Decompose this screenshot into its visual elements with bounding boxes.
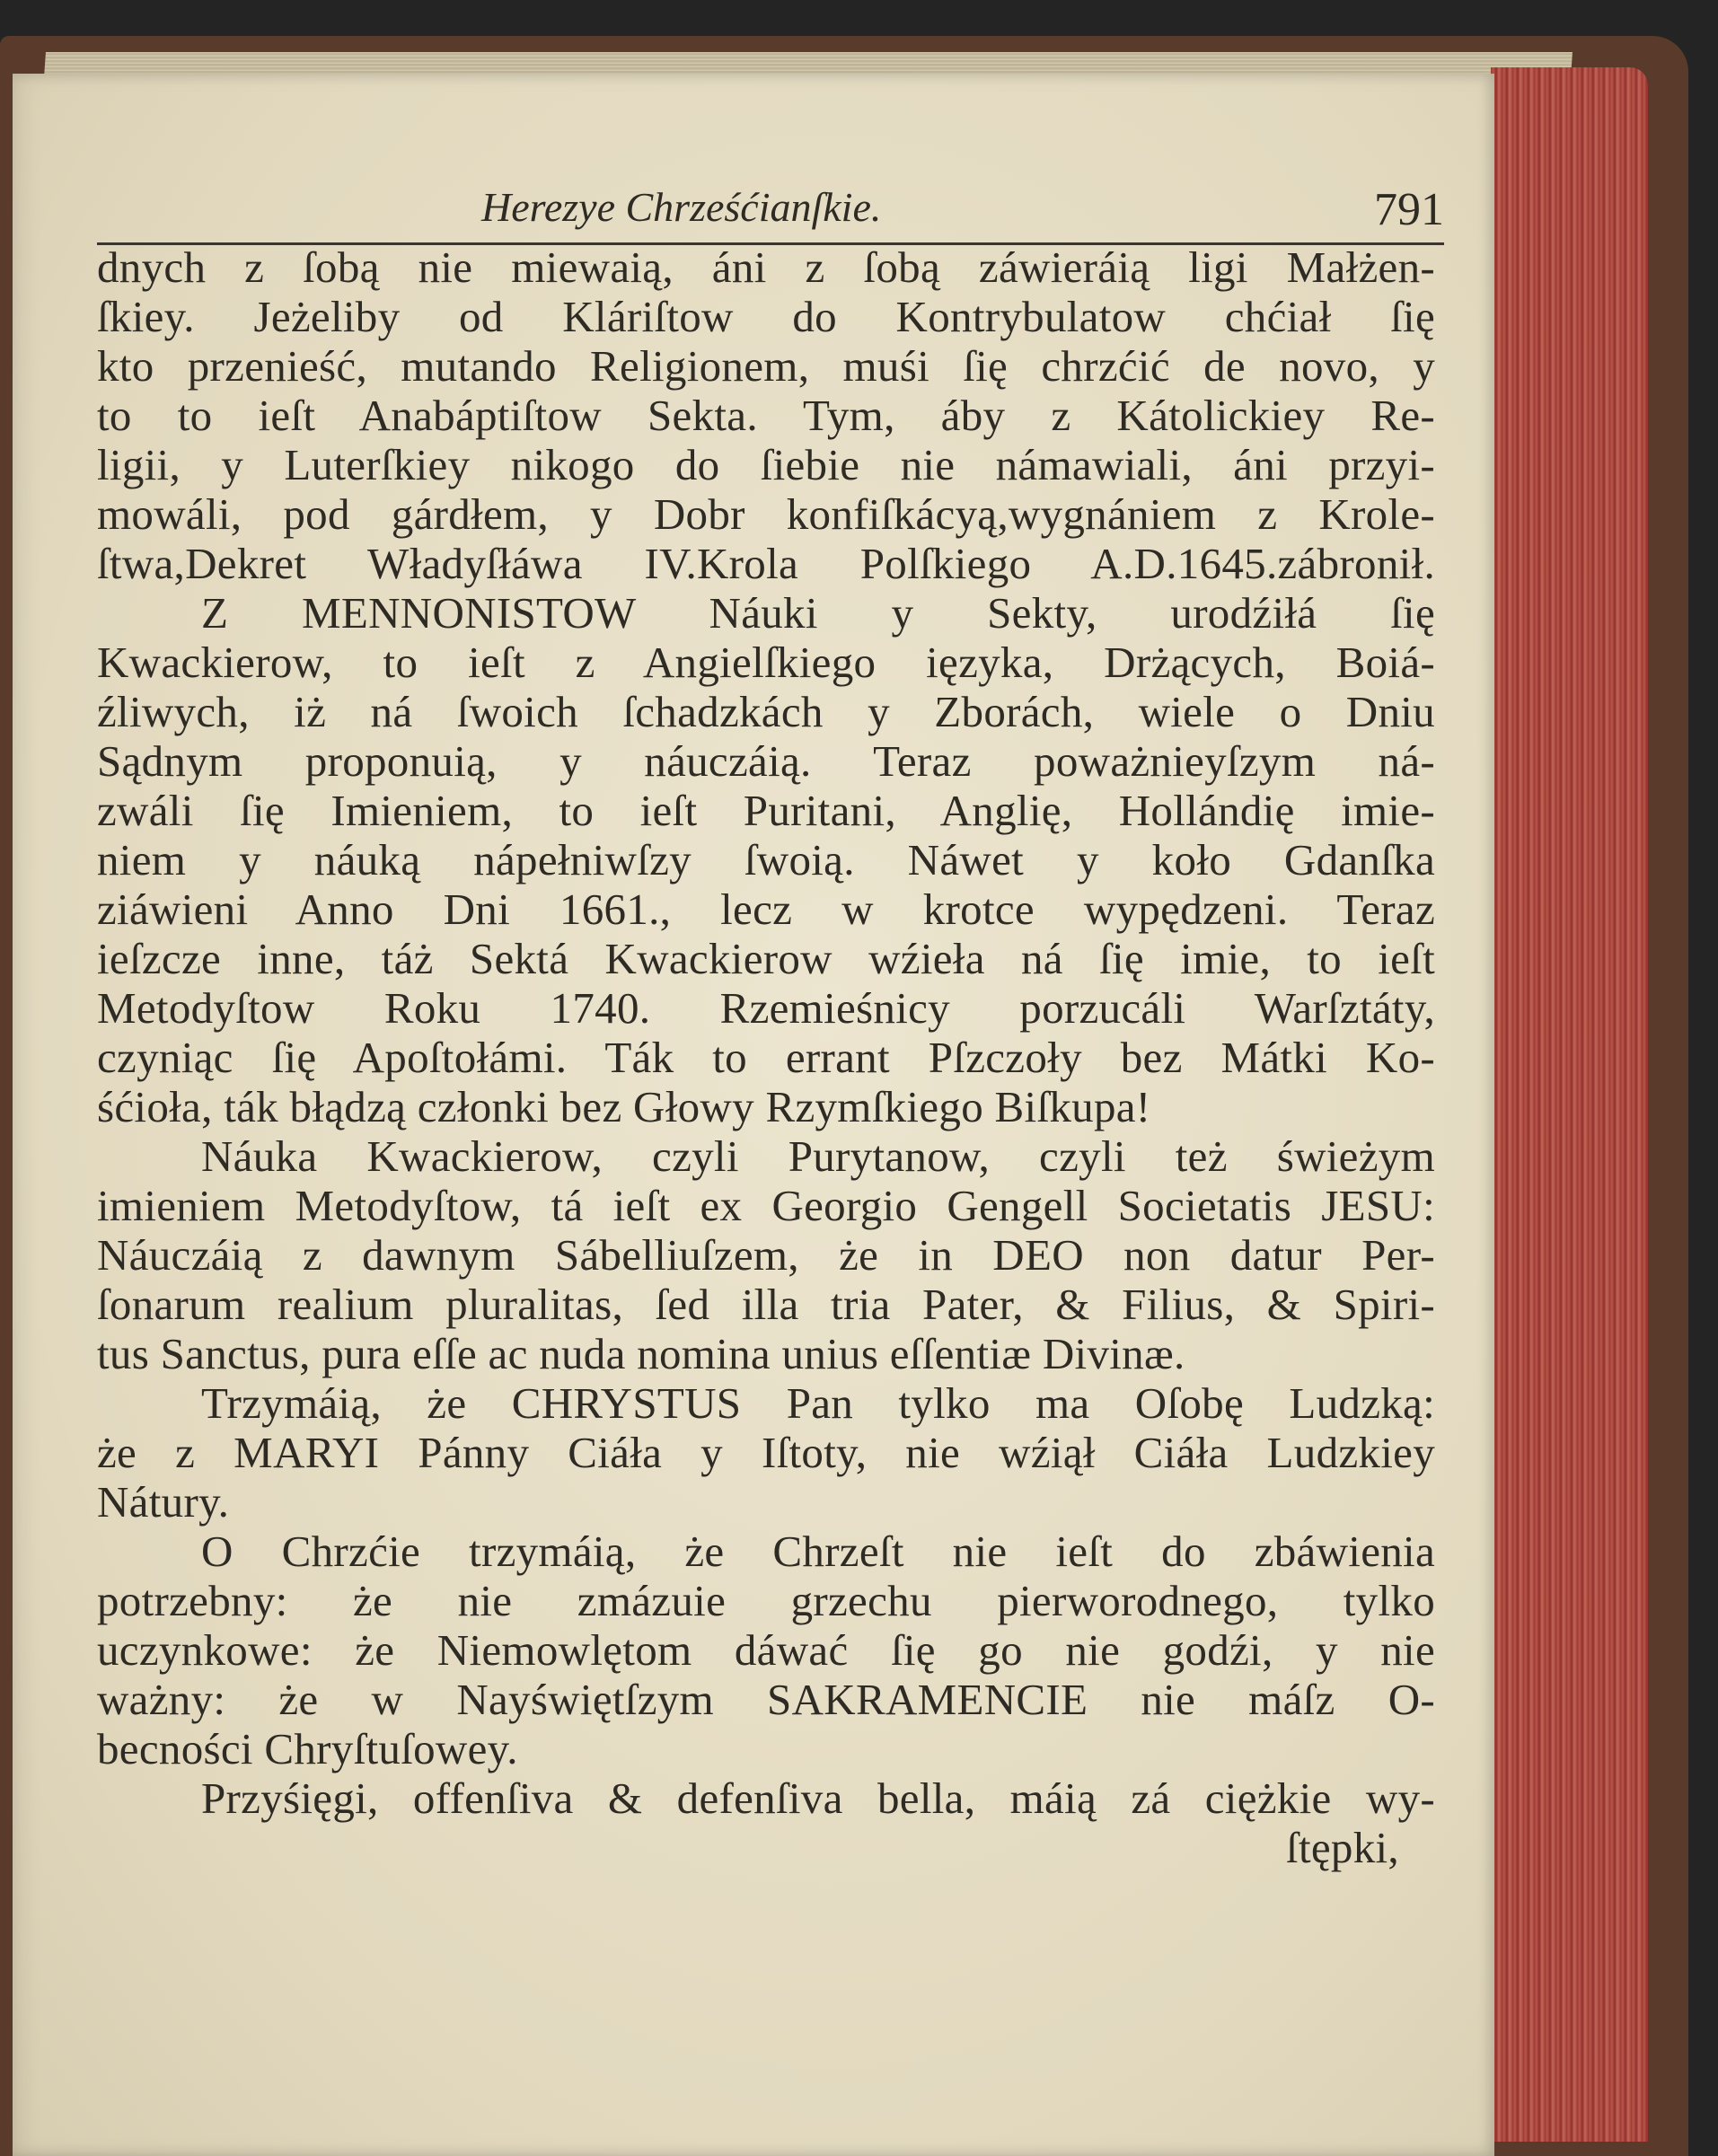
text-line: niem y náuką nápełniwſzy ſwoią. Náwet y koło Gdanſka (97, 835, 1435, 884)
text-line: uczynkowe: że Niemowlętom dáwać ſię go nie godźi, y nie (97, 1625, 1435, 1675)
text-line: tus Sanctus, pura eſſe ac nuda nomina unius eſſentiæ Divinæ. (97, 1329, 1185, 1378)
text-line: Z MENNONISTOW Náuki y Sekty, urodźiłá ſię (201, 588, 1435, 638)
running-head (97, 183, 1444, 245)
text-line: dnych z ſobą nie miewaią, áni z ſobą záwieráią ligi Małżen- (97, 242, 1435, 292)
text-line: ſonarum realium pluralitas, ſed illa tria Pater, & Filius, & Spiri- (97, 1280, 1435, 1329)
text-line: czyniąc ſię Apoſtołámi. Ták to errant Pſzczoły bez Mátki Ko- (97, 1033, 1435, 1082)
text-line: zwáli ſię Imieniem, to ieſt Puritani, Anglię, Hollándię imie- (97, 786, 1435, 835)
text-line: ligii, y Luterſkiey nikogo do ſiebie nie námawiali, áni przyi- (97, 440, 1435, 489)
text-line: ſkiey. Jeżeliby od Kláriſtow do Kontrybulatow chćiał ſię (97, 292, 1435, 341)
running-title: Herezye Chrześćianſkie. (481, 184, 882, 230)
text-line: Náuczáią z dawnym Sábelliuſzem, że in DEO non datur Per- (97, 1230, 1435, 1280)
text-line: O Chrzćie trzymáią, że Chrzeſt nie ieſt do zbáwienia (201, 1527, 1435, 1576)
text-line: ieſzcze inne, táż Sektá Kwackierow wźieła ná ſię imie, to ieſt (97, 934, 1435, 983)
page-number: 791 (1374, 184, 1444, 235)
text-line: Trzymáią, że CHRYSTUS Pan tylko ma Oſobę Ludzką: (201, 1378, 1435, 1428)
text-line: to to ieſt Anabáptiſtow Sekta. Tym, áby z Kátolickiey Re- (97, 391, 1435, 440)
text-line: becności Chryſtuſowey. (97, 1724, 518, 1773)
text-line: kto przenieść, mutando Religionem, muśi ſię chrzćić de novo, y (97, 341, 1435, 391)
text-line: Sądnym proponuią, y náuczáią. Teraz poważnieyſzym ná- (97, 736, 1435, 786)
text-line: mowáli, pod gárdłem, y Dobr konfiſkácyą,wygnániem z Krole- (97, 489, 1435, 539)
text-line: Metodyſtow Roku 1740. Rzemieśnicy porzucáli Warſztáty, (97, 983, 1435, 1033)
text-line: ſtwa,Dekret Władyſłáwa IV.Krola Polſkiego A.D.1645.zábronił. (97, 539, 1435, 588)
text-line: ziáwieni Anno Dni 1661., lecz w krotce wypędzeni. Teraz (97, 884, 1435, 934)
text-line: Nátury. (97, 1477, 230, 1527)
text-line: potrzebny: że nie zmázuie grzechu pierworodnego, tylko (97, 1576, 1435, 1625)
page-fore-edge (1491, 67, 1648, 2142)
text-line: że z MARYI Pánny Ciáła y Iſtoty, nie wźiął Ciáła Ludzkiey (97, 1428, 1435, 1477)
page-paper (13, 74, 1494, 2156)
text-line: ważny: że w Nayświętſzym SAKRAMENCIE nie máſz O- (97, 1675, 1435, 1724)
text-line: imieniem Metodyſtow, tá ieſt ex Georgio Gengell Societatis JESU: (97, 1181, 1435, 1230)
catchword: ſtępki, (1286, 1823, 1399, 1872)
text-line: śćioła, ták błądzą członki bez Głowy Rzymſkiego Biſkupa! (97, 1082, 1151, 1131)
text-line: Przyśięgi, offenſiva & defenſiva bella, máią zá ciężkie wy- (201, 1773, 1435, 1823)
text-line: Náuka Kwackierow, czyli Purytanow, czyli też świeżym (201, 1131, 1435, 1181)
text-line: źliwych, iż ná ſwoich ſchadzkách y Zborách, wiele o Dniu (97, 687, 1435, 736)
text-line: Kwackierow, to ieſt z Angielſkiego ięzyka, Drżących, Boiá- (97, 638, 1435, 687)
